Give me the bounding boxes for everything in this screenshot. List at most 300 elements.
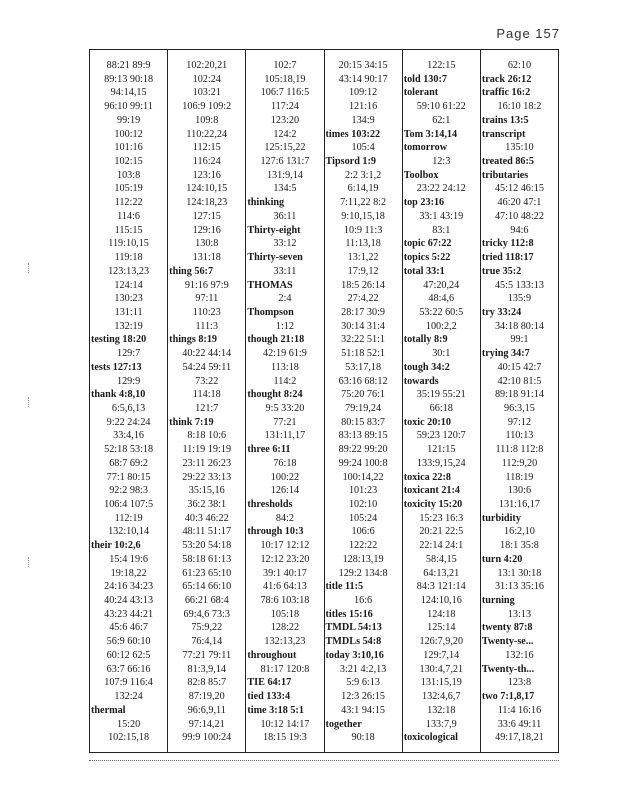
index-locator: 121:15 <box>427 444 456 456</box>
index-locator: 41:6 64:13 <box>262 581 307 593</box>
index-locator: 127:6 131:7 <box>260 156 310 168</box>
index-locator: 124:10,15 <box>186 183 228 195</box>
index-locator: 16:2,10 <box>504 526 535 538</box>
index-term: times 103:22 <box>325 128 381 140</box>
index-locator: 130:8 <box>195 238 219 250</box>
index-term: topic 67:22 <box>403 238 452 250</box>
index-locator: 56:9 60:10 <box>106 636 151 648</box>
index-term: top 23:16 <box>403 197 445 209</box>
index-locator: 131:16,17 <box>498 499 540 510</box>
index-term: traffic 16:2 <box>481 87 531 99</box>
index-locator: 81:17 120:8 <box>260 663 310 675</box>
index-term: today 3:10,16 <box>325 649 384 661</box>
index-locator: 132:13,23 <box>264 636 306 648</box>
index-term: thought 8:24 <box>247 389 303 401</box>
index-term: trains 13:5 <box>481 114 529 126</box>
index-locator: 17:9,12 <box>347 265 379 277</box>
index-locator: 53:17,18 <box>345 361 382 373</box>
page-number: Page 157 <box>496 26 560 41</box>
index-locator: 76:4,14 <box>191 636 223 648</box>
index-locator: 132:24 <box>114 691 143 703</box>
index-locator: 68:7 69:2 <box>109 457 148 469</box>
index-locator: 97:11 <box>195 293 219 305</box>
index-locator: 10:17 12:12 <box>260 540 310 552</box>
index-locator: 23:22 24:12 <box>416 183 466 195</box>
index-locator: 33:12 <box>273 238 297 250</box>
index-locator: 32:22 51:1 <box>341 334 386 346</box>
index-term: Thirty-seven <box>247 252 303 264</box>
index-locator: 33:6 49:11 <box>497 718 542 730</box>
index-locator: 15:20 <box>116 718 141 730</box>
bottom-rule <box>89 760 559 762</box>
index-locator: 8:18 10:6 <box>187 430 227 442</box>
index-column-6 <box>481 50 558 752</box>
index-locator: 105:24 <box>348 512 378 524</box>
index-locator: 46:20 47:1 <box>497 197 542 209</box>
index-locator: 40:24 43:13 <box>104 595 154 607</box>
index-term: toxic 20:10 <box>403 416 451 428</box>
index-locator: 31:13 35:16 <box>494 581 544 593</box>
index-locator: 60:12 62:5 <box>106 649 151 661</box>
index-term: title 11:5 <box>325 581 364 593</box>
index-locator: 75:20 76:1 <box>341 389 386 401</box>
index-term: Toolbox <box>403 169 439 181</box>
index-locator: 132:4,6,7 <box>422 691 461 703</box>
index-locator: 106:6 <box>351 526 375 538</box>
index-term: treated 86:5 <box>481 156 535 168</box>
index-locator: 121:7 <box>195 402 219 414</box>
index-locator: 99:1 <box>510 334 529 346</box>
index-locator: 20:21 22:5 <box>419 526 464 538</box>
index-locator: 132:19 <box>114 320 143 332</box>
index-term: thinking <box>247 197 285 209</box>
index-locator: 13:1,22 <box>347 252 379 264</box>
index-locator: 96:3,15 <box>504 402 535 414</box>
index-term: titles 15:16 <box>325 608 373 620</box>
index-locator: 133:7,9 <box>425 718 457 730</box>
index-locator: 133:9,15,24 <box>416 457 466 469</box>
index-locator: 36:2 38:1 <box>187 499 227 510</box>
index-term: try 33:24 <box>481 306 522 318</box>
index-locator: 15:23 16:3 <box>419 512 464 524</box>
index-locator: 27:4,22 <box>347 293 379 305</box>
index-locator: 131:11 <box>114 306 143 318</box>
index-locator: 131:15,19 <box>420 677 462 689</box>
index-locator: 9:10,15,18 <box>341 210 385 222</box>
index-term: tolerant <box>403 87 439 99</box>
index-locator: 45:12 46:15 <box>494 183 544 195</box>
index-locator: 33:11 <box>273 265 297 277</box>
index-locator: 11:19 19:19 <box>182 444 232 456</box>
index-term: turn 4:20 <box>481 553 523 565</box>
index-locator: 105:19 <box>114 183 143 195</box>
index-term: things 8:19 <box>169 334 218 346</box>
index-locator: 43:14 90:17 <box>338 73 388 85</box>
index-locator: 116:24 <box>192 156 221 168</box>
index-locator: 106:4 107:5 <box>104 499 154 510</box>
index-locator: 124:18,23 <box>186 197 228 209</box>
index-locator: 128:22 <box>270 622 300 634</box>
index-locator: 64:13,21 <box>423 567 460 579</box>
index-term: toxica 22:8 <box>403 471 451 483</box>
index-locator: 66:21 68:4 <box>184 595 229 607</box>
index-locator: 131:11,17 <box>264 430 306 442</box>
index-locator: 6:5,6,13 <box>111 402 146 414</box>
index-locator: 75:9,22 <box>191 622 223 634</box>
index-term: total 33:1 <box>403 265 445 277</box>
index-locator: 47:10 48:22 <box>494 210 544 222</box>
index-locator: 20:15 34:15 <box>338 60 388 71</box>
index-locator: 12:3 26:15 <box>341 691 386 703</box>
index-locator: 19:18,22 <box>110 567 147 579</box>
index-locator: 22:14 24:1 <box>419 540 464 552</box>
index-locator: 94:14,15 <box>110 87 147 99</box>
index-locator: 126:14 <box>270 485 300 497</box>
index-locator: 40:3 46:22 <box>184 512 229 524</box>
index-locator: 34:18 80:14 <box>494 320 544 332</box>
index-locator: 45:5 133:13 <box>494 279 544 291</box>
index-term: tomorrow <box>403 142 448 154</box>
index-locator: 99:19 <box>116 114 141 126</box>
index-locator: 97:12 <box>507 416 532 428</box>
index-locator: 9:22 24:24 <box>106 416 151 428</box>
index-term: Tipsord 1:9 <box>325 156 376 168</box>
index-locator: 100:12 <box>114 128 143 140</box>
index-locator: 124:2 <box>273 128 297 140</box>
index-locator: 84:3 121:14 <box>416 581 466 593</box>
index-locator: 49:17,18,21 <box>495 732 544 744</box>
index-term: thermal <box>91 704 126 716</box>
index-locator: 132:18 <box>427 704 456 716</box>
index-term: twenty 87:8 <box>481 622 533 634</box>
index-locator: 73:22 <box>195 375 219 387</box>
index-locator: 77:1 80:15 <box>106 471 151 483</box>
index-locator: 112:15 <box>192 142 221 154</box>
index-locator: 42:10 81:5 <box>497 375 542 387</box>
index-locator: 16:6 <box>354 595 373 607</box>
index-locator: 103:8 <box>116 169 141 181</box>
index-locator: 118:19 <box>505 471 534 483</box>
index-locator: 132:16 <box>505 649 534 661</box>
index-locator: 127:15 <box>192 210 221 222</box>
index-term: tests 127:13 <box>91 361 142 373</box>
index-locator: 102:20,21 <box>186 60 228 71</box>
index-locator: 119:10,15 <box>108 238 149 250</box>
index-locator: 109:12 <box>348 87 378 99</box>
index-locator: 131:9,14 <box>266 169 303 181</box>
index-locator: 96:10 99:11 <box>104 101 153 113</box>
index-locator: 18:15 19:3 <box>262 732 307 744</box>
index-locator: 40:15 42:7 <box>497 361 542 373</box>
index-locator: 128:13,19 <box>342 553 384 565</box>
index-locator: 63:16 68:12 <box>338 375 388 387</box>
index-locator: 129:2 134:8 <box>338 567 388 579</box>
index-locator: 80:15 83:7 <box>341 416 386 428</box>
index-locator: 107:9 116:4 <box>104 677 153 689</box>
index-term: together <box>325 718 362 730</box>
index-locator: 112:22 <box>114 197 143 209</box>
index-locator: 42:19 61:9 <box>262 348 307 360</box>
index-locator: 36:11 <box>273 210 297 222</box>
index-locator: 129:16 <box>192 224 221 236</box>
index-locator: 62:10 <box>507 60 532 71</box>
index-locator: 134:5 <box>273 183 297 195</box>
index-locator: 89:22 99:20 <box>338 444 388 456</box>
index-locator: 110:22,24 <box>186 128 228 140</box>
index-term: thank 4:8,10 <box>91 389 146 401</box>
margin-mark <box>28 557 37 567</box>
index-term: tied 133:4 <box>247 691 291 703</box>
index-locator: 119:18 <box>114 252 143 264</box>
index-locator: 110:23 <box>192 306 221 318</box>
index-locator: 59:10 61:22 <box>416 101 466 113</box>
index-locator: 100:22 <box>270 471 300 483</box>
index-term: throughout <box>247 649 297 661</box>
index-locator: 121:16 <box>348 101 378 113</box>
index-term: three 6:11 <box>247 444 291 456</box>
index-locator: 10:12 14:17 <box>260 718 310 730</box>
index-locator: 81:3,9,14 <box>187 663 226 675</box>
index-locator: 110:13 <box>505 430 534 442</box>
index-locator: 103:21 <box>192 87 221 99</box>
index-locator: 101:16 <box>114 142 143 154</box>
index-locator: 100:14,22 <box>342 471 384 483</box>
index-locator: 77:21 <box>273 416 297 428</box>
index-locator: 83:13 89:15 <box>338 430 388 442</box>
index-column-3 <box>246 50 324 752</box>
index-term: Twenty-se... <box>481 636 534 648</box>
index-locator: 130:23 <box>114 293 143 305</box>
index-grid <box>89 49 559 753</box>
index-locator: 18:5 26:14 <box>341 279 386 291</box>
index-locator: 84:2 <box>275 512 294 524</box>
index-locator: 24:16 34:23 <box>104 581 154 593</box>
index-locator: 111:3 <box>195 320 218 332</box>
index-locator: 82:8 85:7 <box>187 677 227 689</box>
index-locator: 59:23 120:7 <box>416 430 466 442</box>
index-locator: 106:7 116:5 <box>260 87 310 99</box>
index-locator: 90:18 <box>351 732 375 744</box>
index-locator: 78:6 103:18 <box>260 595 310 607</box>
index-locator: 30:1 <box>432 348 451 360</box>
index-term: their 10:2,6 <box>91 540 141 552</box>
index-locator: 134:9 <box>351 114 375 126</box>
index-locator: 77:21 79:11 <box>182 649 232 661</box>
index-term: tough 34:2 <box>403 361 450 373</box>
index-locator: 109:8 <box>195 114 219 126</box>
index-locator: 40:22 44:14 <box>182 348 232 360</box>
index-locator: 65:14 66:10 <box>182 581 232 593</box>
index-locator: 106:9 109:2 <box>182 101 232 113</box>
index-term: trying 34:7 <box>481 348 530 360</box>
index-term: two 7:1,8,17 <box>481 691 535 703</box>
index-locator: 124:18 <box>427 608 456 620</box>
index-locator: 99:24 100:8 <box>338 457 388 469</box>
index-locator: 33:4,16 <box>113 430 145 442</box>
margin-mark <box>28 397 37 407</box>
index-locator: 124:10,16 <box>420 595 462 607</box>
index-locator: 105:18,19 <box>264 73 306 85</box>
index-locator: 105:4 <box>351 142 375 154</box>
index-term: towards <box>403 375 439 387</box>
index-locator: 117:24 <box>270 101 299 113</box>
index-column-5 <box>403 50 481 752</box>
index-term: Twenty-th... <box>481 663 535 675</box>
index-locator: 54:24 59:11 <box>182 361 232 373</box>
index-locator: 87:19,20 <box>188 691 225 703</box>
index-locator: 1:12 <box>275 320 294 332</box>
index-term: Tom 3:14,14 <box>403 128 458 140</box>
index-locator: 62:1 <box>432 114 451 126</box>
index-column-4 <box>325 50 403 752</box>
index-locator: 76:18 <box>273 457 297 469</box>
index-locator: 16:10 18:2 <box>497 101 542 113</box>
index-locator: 129:7 <box>116 348 141 360</box>
index-locator: 9:5 33:20 <box>265 402 305 414</box>
index-locator: 89:13 90:18 <box>104 73 154 85</box>
index-locator: 47:20,24 <box>423 279 460 291</box>
index-locator: 3:21 4:2,13 <box>339 663 387 675</box>
index-locator: 101:23 <box>348 485 378 497</box>
index-column-2 <box>168 50 246 752</box>
index-locator: 114:2 <box>273 375 297 387</box>
index-locator: 18:1 35:8 <box>500 540 539 552</box>
index-locator: 45:6 46:7 <box>109 622 148 634</box>
index-locator: 12:12 23:20 <box>260 553 310 565</box>
index-locator: 15:4 19:6 <box>109 553 148 565</box>
index-term: through 10:3 <box>247 526 304 538</box>
index-locator: 130:4,7,21 <box>419 663 464 675</box>
index-term: testing 18:20 <box>91 334 147 346</box>
index-locator: 23:11 26:23 <box>182 457 232 469</box>
index-locator: 102:15,18 <box>108 732 150 744</box>
index-term: track 26:12 <box>481 73 532 85</box>
index-locator: 91:16 97:9 <box>184 279 229 291</box>
index-locator: 130:6 <box>507 485 532 497</box>
index-term: though 21:18 <box>247 334 305 346</box>
index-locator: 89:18 91:14 <box>494 389 544 401</box>
index-locator: 115:15 <box>114 224 143 236</box>
index-term: think 7:19 <box>169 416 214 428</box>
index-locator: 6:14,19 <box>347 183 379 195</box>
index-term: told 130:7 <box>403 73 447 85</box>
index-term: tributaries <box>481 169 529 181</box>
index-term: true 35:2 <box>481 265 522 277</box>
index-locator: 131:18 <box>192 252 221 264</box>
index-term: transcript <box>481 128 526 140</box>
index-locator: 43:1 94:15 <box>341 704 386 716</box>
index-term: totally 8:9 <box>403 334 448 346</box>
index-locator: 83:1 <box>432 224 451 236</box>
index-locator: 29:22 33:13 <box>182 471 232 483</box>
index-term: thresholds <box>247 499 293 510</box>
index-locator: 35:15,16 <box>188 485 225 497</box>
index-locator: 129:7,14 <box>423 649 460 661</box>
index-locator: 39:1 40:17 <box>262 567 307 579</box>
index-term: tricky 112:8 <box>481 238 534 250</box>
index-locator: 123:8 <box>507 677 532 689</box>
index-locator: 102:24 <box>192 73 221 85</box>
index-locator: 51:18 52:1 <box>341 348 386 360</box>
index-term: toxicity 15:20 <box>403 499 463 510</box>
index-locator: 13:13 <box>507 608 532 620</box>
index-locator: 2:2 3:1,2 <box>344 169 382 181</box>
index-locator: 122:15 <box>427 60 456 71</box>
index-term: TMDL 54:13 <box>325 622 382 634</box>
index-locator: 35:19 55:21 <box>416 389 466 401</box>
index-locator: 126:7,9,20 <box>419 636 464 648</box>
index-term: Thirty-eight <box>247 224 301 236</box>
index-locator: 105:18 <box>270 608 300 620</box>
index-locator: 135:9 <box>507 293 532 305</box>
index-locator: 122:22 <box>348 540 378 552</box>
index-locator: 66:18 <box>429 402 453 414</box>
index-locator: 102:10 <box>348 499 378 510</box>
index-locator: 100:2,2 <box>425 320 457 332</box>
index-locator: 13:1 30:18 <box>497 567 542 579</box>
index-locator: 124:14 <box>114 279 143 291</box>
index-locator: 11:4 16:16 <box>497 704 542 716</box>
index-locator: 102:7 <box>273 60 297 71</box>
index-locator: 123:16 <box>192 169 221 181</box>
index-locator: 12:3 <box>432 156 451 168</box>
index-term: TIE 64:17 <box>247 677 292 689</box>
index-locator: 69:4,6 73:3 <box>183 608 230 620</box>
margin-mark <box>28 263 37 273</box>
index-locator: 135:10 <box>505 142 534 154</box>
index-term: time 3:18 5:1 <box>247 704 304 716</box>
index-locator: 114:6 <box>117 210 140 222</box>
index-term: turning <box>481 595 515 607</box>
index-locator: 123:20 <box>270 114 300 126</box>
index-locator: 125:15,22 <box>264 142 306 154</box>
index-locator: 112:19 <box>114 512 143 524</box>
index-locator: 99:9 100:24 <box>182 732 232 744</box>
index-locator: 61:23 65:10 <box>182 567 232 579</box>
index-locator: 132:10,14 <box>108 526 150 538</box>
index-term: Thompson <box>247 306 294 318</box>
index-locator: 43:23 44:21 <box>104 608 154 620</box>
index-locator: 102:15 <box>114 156 143 168</box>
index-locator: 97:14,21 <box>188 718 225 730</box>
index-locator: 96:6,9,11 <box>187 704 226 716</box>
index-term: TMDLs 54:8 <box>325 636 382 648</box>
index-locator: 111:8 112:8 <box>495 444 544 456</box>
index-term: THOMAS <box>247 279 293 291</box>
index-locator: 123:13,23 <box>108 265 150 277</box>
index-term: toxicant 21:4 <box>403 485 460 497</box>
index-locator: 48:4,6 <box>428 293 455 305</box>
index-locator: 53:22 60:5 <box>419 306 464 318</box>
index-locator: 88:21 89:9 <box>106 60 151 71</box>
index-term: topics 5:22 <box>403 252 451 264</box>
index-locator: 2:4 <box>278 293 292 305</box>
index-locator: 92:2 98:3 <box>109 485 148 497</box>
index-locator: 10:9 11:3 <box>343 224 383 236</box>
index-term: tried 118:17 <box>481 252 534 264</box>
index-locator: 114:18 <box>192 389 221 401</box>
index-locator: 63:7 66:16 <box>106 663 151 675</box>
index-locator: 33:1 43:19 <box>419 210 464 222</box>
index-term: turbidity <box>481 512 521 524</box>
index-locator: 28:17 30:9 <box>341 306 386 318</box>
index-locator: 113:18 <box>270 361 299 373</box>
index-locator: 48:11 51:17 <box>182 526 232 538</box>
index-locator: 125:14 <box>427 622 456 634</box>
index-locator: 5:9 6:13 <box>346 677 380 689</box>
index-term: toxicological <box>403 732 459 744</box>
index-locator: 53:20 54:18 <box>182 540 232 552</box>
